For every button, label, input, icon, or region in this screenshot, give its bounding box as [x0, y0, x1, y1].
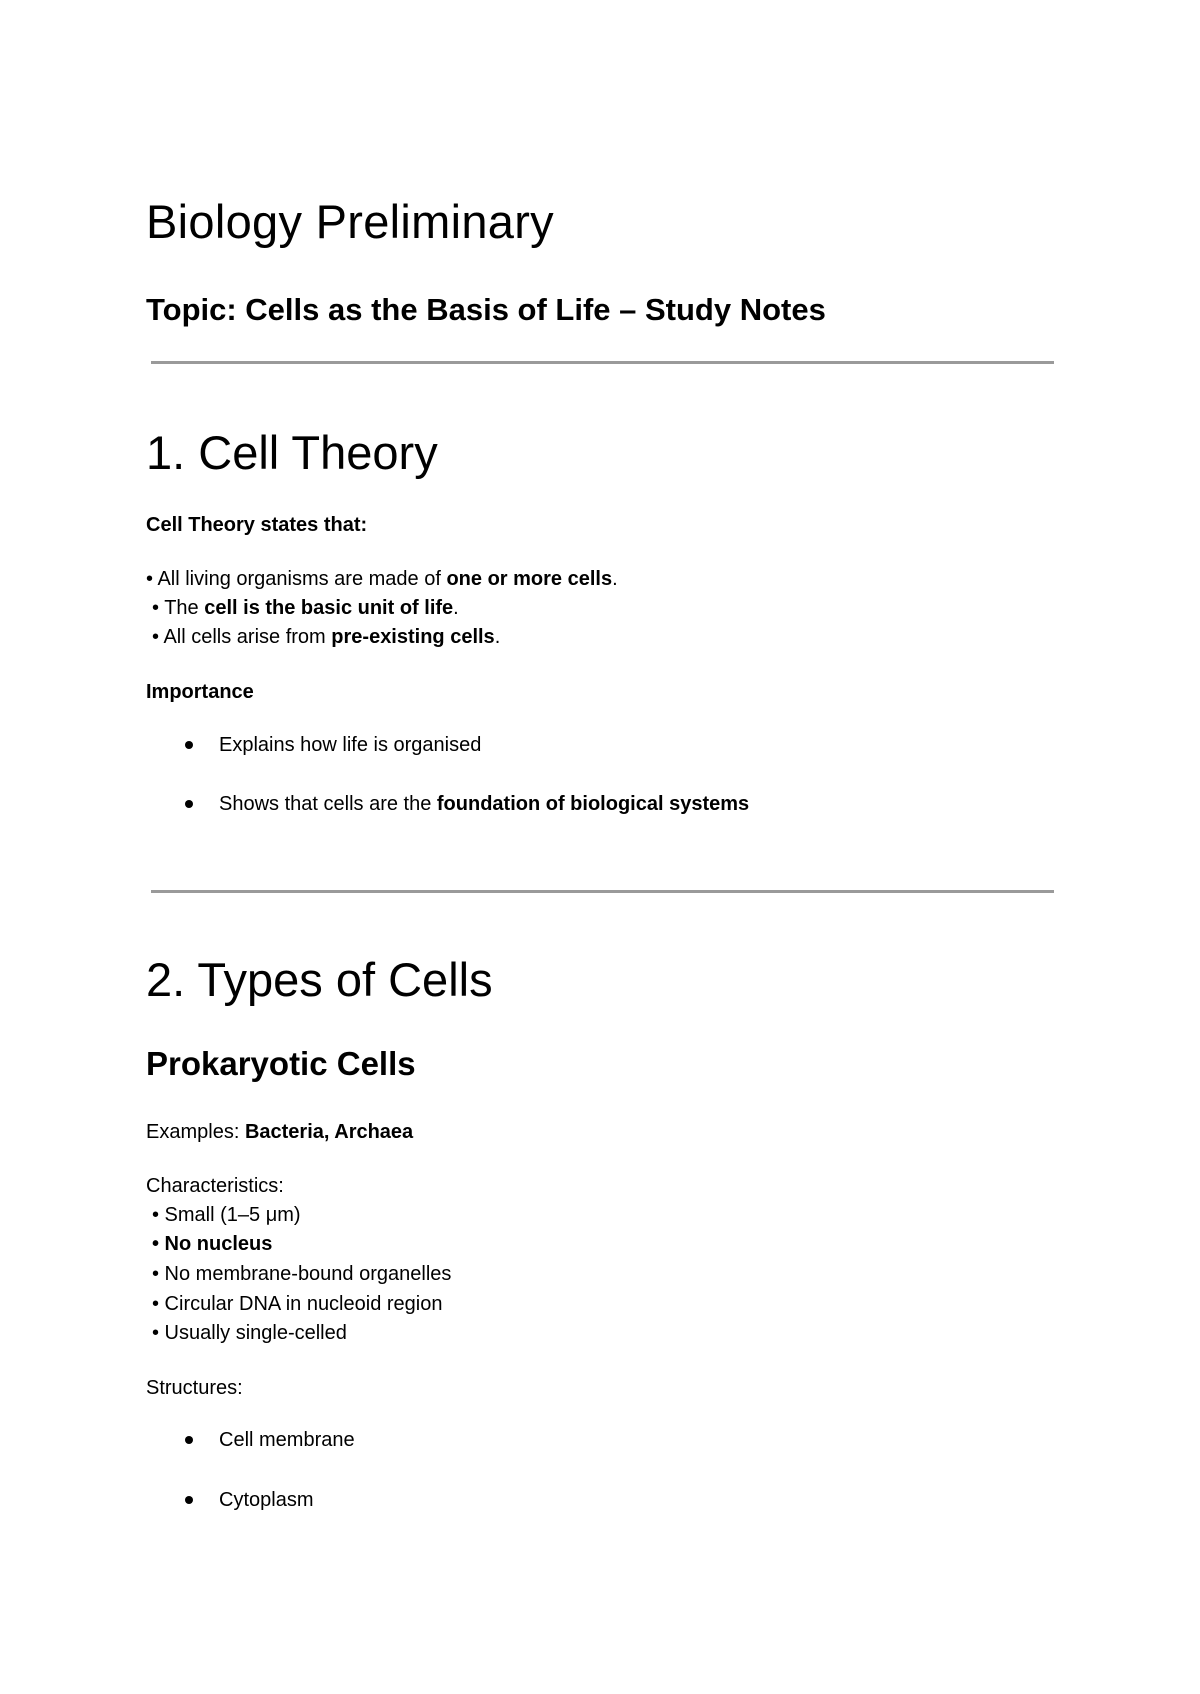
- structure-item: Cytoplasm: [219, 1489, 314, 1511]
- statement-emphasis: cell is the basic unit of life: [204, 597, 454, 619]
- importance-emphasis: foundation of biological systems: [436, 793, 750, 815]
- statement-emphasis: pre-existing cells: [331, 626, 495, 648]
- structure-item: Cell membrane: [219, 1429, 355, 1451]
- characteristic-item: • Usually single-celled: [152, 1322, 347, 1344]
- characteristic-item: • Small (1–5 μm): [152, 1204, 301, 1226]
- characteristic-item: • Circular DNA in nucleoid region: [152, 1293, 443, 1315]
- statement-emphasis: one or more cells: [446, 568, 613, 590]
- structures-label: Structures:: [146, 1377, 243, 1399]
- divider: [151, 361, 1054, 364]
- characteristic-item: • No membrane-bound organelles: [152, 1263, 452, 1285]
- examples-value: Bacteria, Archaea: [244, 1121, 414, 1143]
- document-subtitle: Topic: Cells as the Basis of Life – Study Notes: [146, 292, 826, 327]
- cell-theory-statement: • The cell is the basic unit of life.: [152, 597, 459, 619]
- section-heading-types-of-cells: 2. Types of Cells: [146, 953, 493, 1006]
- bullet-icon: [185, 741, 193, 749]
- importance-item: Explains how life is organised: [219, 734, 482, 756]
- importance-item: Shows that cells are the foundation of biological systems: [219, 793, 750, 815]
- divider: [151, 890, 1054, 893]
- importance-heading: Importance: [146, 681, 254, 703]
- bullet-icon: [185, 1496, 193, 1504]
- cell-theory-intro: Cell Theory states that:: [146, 514, 368, 536]
- bullet-icon: [185, 1436, 193, 1444]
- bullet-icon: [185, 800, 193, 808]
- cell-theory-statement: • All living organisms are made of one or more cells.: [146, 568, 618, 590]
- section-heading-cell-theory: 1. Cell Theory: [146, 426, 438, 479]
- document-title: Biology Preliminary: [146, 195, 554, 248]
- cell-theory-statement: • All cells arise from pre-existing cells.: [152, 626, 501, 648]
- characteristic-item: • No nucleus: [152, 1233, 273, 1255]
- subheading-prokaryotic-cells: Prokaryotic Cells: [146, 1045, 416, 1082]
- examples-line: Examples: Bacteria, Archaea: [146, 1121, 414, 1143]
- characteristics-label: Characteristics:: [146, 1175, 284, 1197]
